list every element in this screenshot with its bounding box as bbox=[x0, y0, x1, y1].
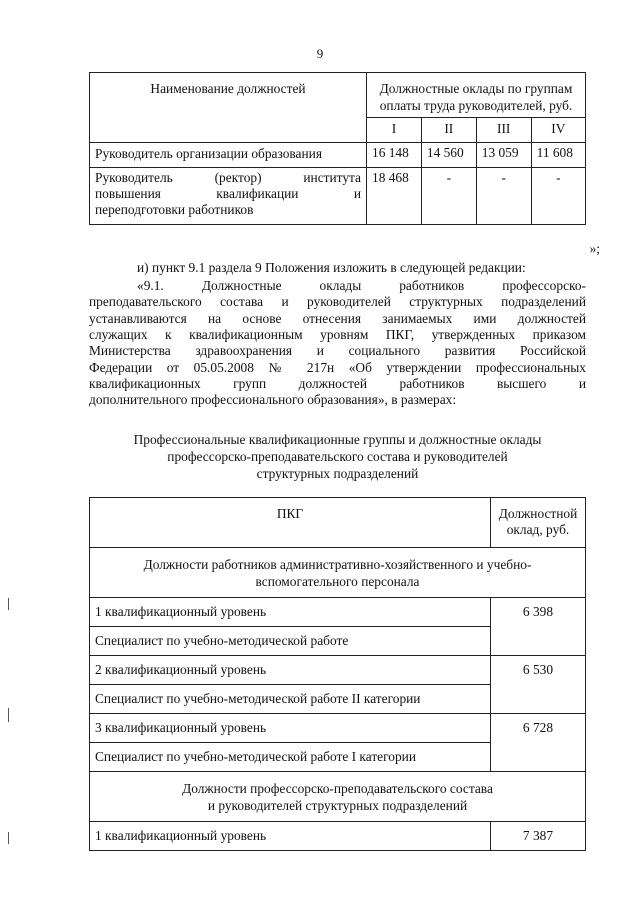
header-groups-line1: Должностные оклады по группам bbox=[379, 81, 573, 96]
salary-cell: - bbox=[476, 167, 531, 224]
group-label: II bbox=[421, 117, 476, 142]
section-title bbox=[90, 771, 586, 821]
table-row bbox=[90, 167, 586, 224]
amendment-intro: и) пункт 9.1 раздела 9 Положения изложить в следующей редакции: bbox=[137, 260, 526, 275]
text-line: дополнительного профессионального образования», в размерах: bbox=[89, 392, 457, 408]
qualification-level: 3 квалификационный уровень bbox=[90, 713, 491, 742]
table-row bbox=[90, 713, 586, 742]
header-salary bbox=[491, 498, 586, 548]
header-position-name: Наименование должностей bbox=[90, 73, 367, 143]
text-line: служащих к квалификационным уровням ПКГ, утвержденных приказом bbox=[89, 327, 586, 343]
salary-cell: 13 059 bbox=[476, 142, 531, 167]
position-name-line: переподготовки работников bbox=[95, 202, 254, 218]
amendment-text bbox=[89, 278, 586, 409]
text-line: устанавливаются на основе отнесения занимаемых ими должностей bbox=[89, 310, 586, 326]
position-name: Специалист по учебно-методической работе bbox=[90, 626, 491, 655]
scan-margin-mark bbox=[8, 832, 9, 844]
header-salary-groups bbox=[367, 73, 586, 118]
scan-margin-mark bbox=[8, 598, 9, 610]
section-title-line: вспомогательного персонала bbox=[255, 574, 420, 590]
salary-cell: - bbox=[421, 167, 476, 224]
section-title-line: Должности профессорско-преподавательского состава bbox=[182, 780, 493, 796]
qualification-level: 1 квалификационный уровень bbox=[90, 597, 491, 626]
text-line: Министерства здравоохранения и социального развития Российской bbox=[89, 343, 586, 359]
table-heading bbox=[89, 432, 586, 482]
section-title-line: и руководителей структурных подразделений bbox=[207, 798, 468, 814]
position-name: Специалист по учебно-методической работе I категории bbox=[90, 742, 491, 771]
text-line: квалификационных групп должностей работников высшего и bbox=[89, 376, 586, 392]
table-header-row bbox=[90, 73, 586, 118]
heading-line: профессорско-преподавательского состава и руководителей bbox=[167, 448, 508, 464]
table-row bbox=[90, 821, 586, 850]
salary-cell: 14 560 bbox=[421, 142, 476, 167]
table-row bbox=[90, 655, 586, 684]
salary-cell: 11 608 bbox=[531, 142, 585, 167]
section-title bbox=[90, 548, 586, 598]
salary-value: 6 530 bbox=[491, 655, 586, 713]
heading-line: Профессиональные квалификационные группы и должностные оклады bbox=[133, 432, 542, 447]
qualification-level: 1 квалификационный уровень bbox=[90, 821, 491, 850]
salary-value: 6 398 bbox=[491, 597, 586, 655]
header-pkg: ПКГ bbox=[90, 498, 491, 548]
group-label: I bbox=[367, 117, 422, 142]
position-name-line: повышения квалификации и bbox=[95, 185, 361, 201]
header-groups-line2: оплаты труда руководителей, руб. bbox=[379, 97, 573, 113]
position-name: Руководитель организации образования bbox=[90, 142, 367, 167]
salary-value: 7 387 bbox=[491, 821, 586, 850]
text-line: Федерации от 05.05.2008 № 217н «Об утверждении профессиональных bbox=[89, 359, 586, 375]
salary-cell: 18 468 bbox=[367, 167, 422, 224]
section-row bbox=[90, 771, 586, 821]
salary-cell: 16 148 bbox=[367, 142, 422, 167]
closing-quote: »; bbox=[589, 241, 600, 256]
header-salary-line2: оклад, руб. bbox=[506, 522, 570, 538]
group-label: IV bbox=[531, 117, 585, 142]
qualification-level: 2 квалификационный уровень bbox=[90, 655, 491, 684]
salary-value: 6 728 bbox=[491, 713, 586, 771]
pkg-salary-table bbox=[89, 497, 586, 851]
page-number: 9 bbox=[316, 46, 324, 61]
position-name bbox=[90, 167, 367, 224]
text-line: преподавательского состава и руководителей структурных подразделений bbox=[89, 294, 586, 310]
position-name-line: Руководитель (ректор) института bbox=[95, 169, 361, 185]
table-row bbox=[90, 597, 586, 626]
table-header-row bbox=[90, 498, 586, 548]
section-title-line: Должности работников административно-хозяйственного и учебно- bbox=[143, 557, 532, 572]
text-line: «9.1. Должностные оклады работников профессорско- bbox=[137, 278, 586, 293]
header-salary-line1: Должностной bbox=[498, 506, 578, 521]
section-row bbox=[90, 548, 586, 598]
position-name: Специалист по учебно-методической работе II категории bbox=[90, 684, 491, 713]
heading-line: структурных подразделений bbox=[256, 465, 419, 481]
group-label: III bbox=[476, 117, 531, 142]
salary-cell: - bbox=[531, 167, 585, 224]
scan-margin-mark bbox=[8, 708, 9, 722]
table-row bbox=[90, 142, 586, 167]
salary-by-group-table bbox=[89, 72, 586, 225]
